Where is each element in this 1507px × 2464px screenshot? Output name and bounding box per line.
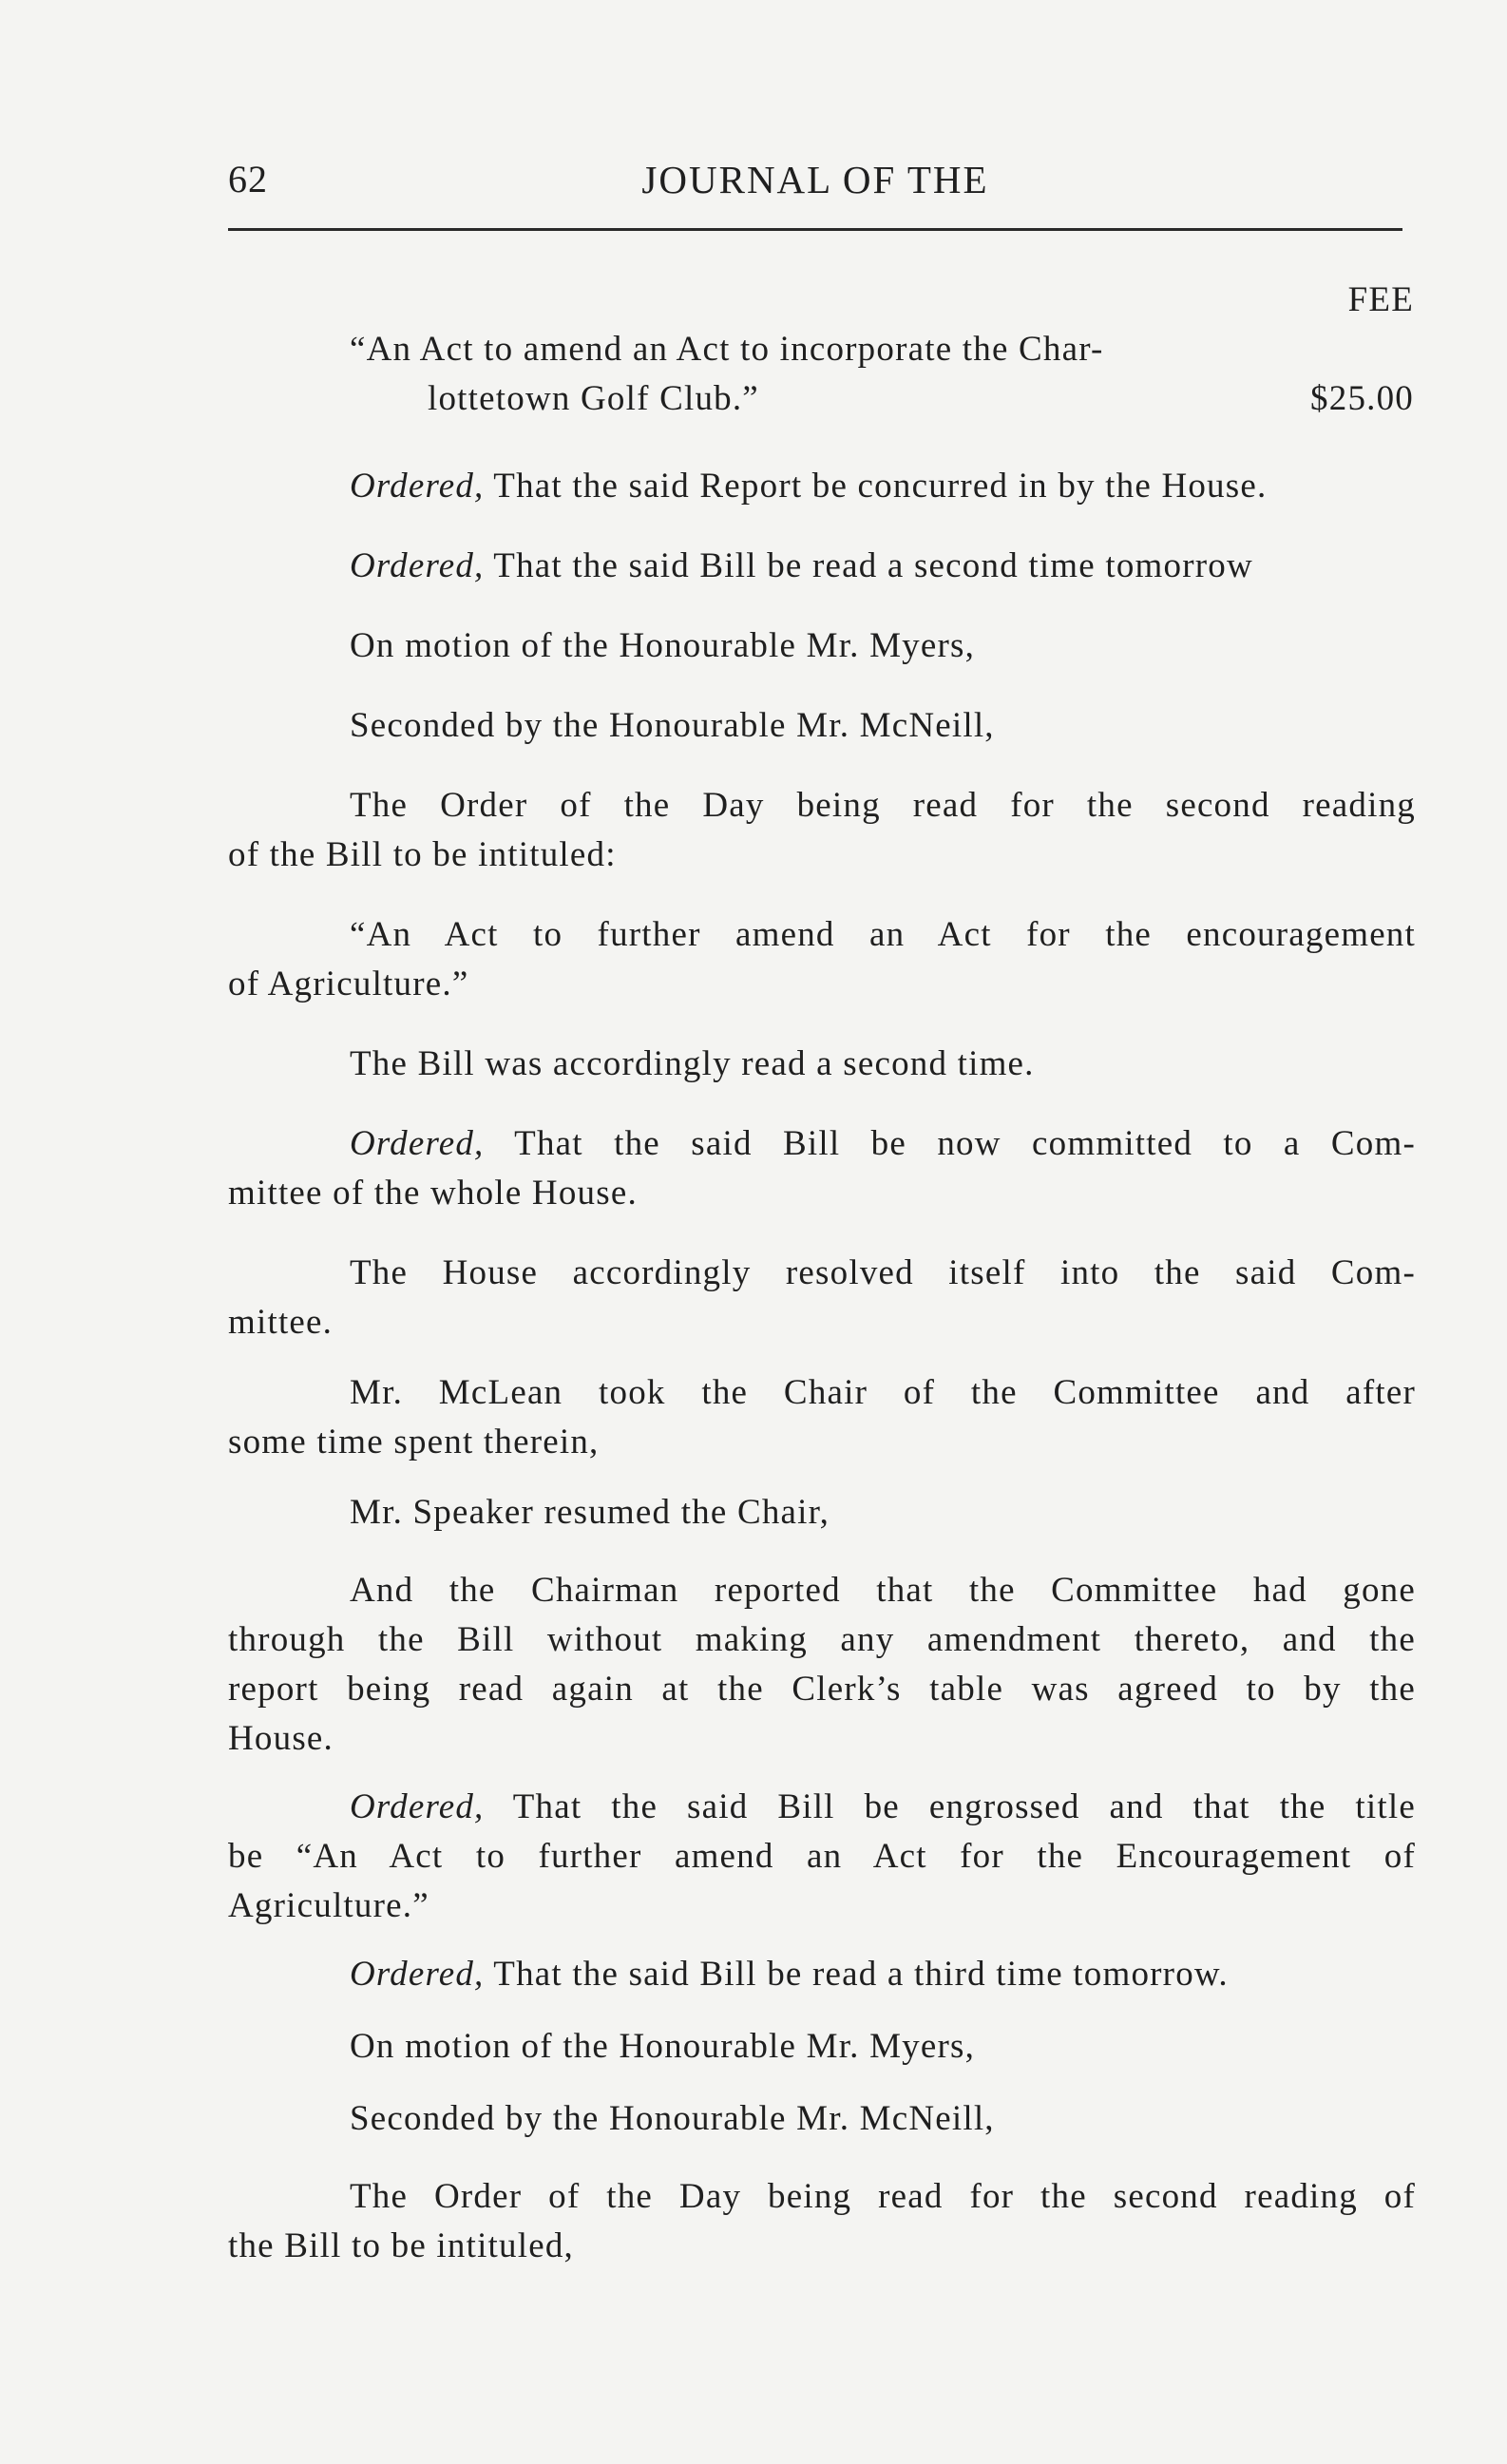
- ordered-label: Ordered,: [350, 546, 485, 585]
- paragraph-committed-line-2: mittee of the whole House.: [228, 1174, 638, 1213]
- paragraph-order-of-day-line-2: of the Bill to be intituled:: [228, 835, 617, 874]
- paragraph-ordered-second-reading: [350, 542, 1507, 591]
- ordered-label: Ordered,: [350, 1787, 485, 1826]
- paragraph-order-of-day-line-1: The Order of the Day being read for the second reading: [350, 786, 1416, 825]
- fee-amount: $25.00: [1310, 379, 1414, 418]
- paragraph-chair-line-2: some time spent therein,: [228, 1423, 600, 1461]
- paragraph-bill-title-line-2: of Agriculture.”: [228, 965, 469, 1003]
- paragraph-text: That the said Bill be engrossed and that the title: [512, 1787, 1416, 1826]
- paragraph-text: That the said Bill be now committed to a Com-: [514, 1124, 1416, 1163]
- page-number: 62: [228, 158, 268, 201]
- paragraph-motion-2: On motion of the Honourable Mr. Myers,: [350, 2027, 976, 2066]
- paragraph-seconded-2: Seconded by the Honourable Mr. McNeill,: [350, 2099, 995, 2138]
- fee-item-line-2: lottetown Golf Club.”: [428, 379, 759, 418]
- paragraph-chair-line-1: Mr. McLean took the Chair of the Committee and after: [350, 1373, 1416, 1412]
- paragraph-text: That the said Report be concurred in by the House.: [493, 467, 1268, 506]
- page-header: [228, 157, 1402, 214]
- paragraph-chairman-report-line-1: And the Chairman reported that the Committee had gone: [350, 1571, 1416, 1610]
- fee-item-line-1: “An Act to amend an Act to incorporate the Char-: [350, 330, 1104, 369]
- paragraph-text: That the said Bill be read a third time tomorrow.: [493, 1955, 1229, 1994]
- paragraph-read-second-time: The Bill was accordingly read a second time.: [350, 1044, 1035, 1083]
- ordered-label: Ordered,: [350, 467, 485, 506]
- paragraph-speaker-resumed: Mr. Speaker resumed the Chair,: [350, 1493, 830, 1532]
- paragraph-committed-line-1: [350, 1119, 1416, 1169]
- header-rule: [228, 228, 1402, 231]
- paragraph-resolved-line-1: The House accordingly resolved itself into the said Com-: [350, 1253, 1416, 1292]
- paragraph-engrossed-line-1: [350, 1783, 1416, 1832]
- paragraph-order-of-day-2-line-1: The Order of the Day being read for the second reading of: [350, 2177, 1416, 2216]
- paragraph-chairman-report-line-2: through the Bill without making any amendment thereto, and the: [228, 1620, 1416, 1659]
- ordered-label: Ordered,: [350, 1124, 485, 1163]
- paragraph-bill-title-line-1: “An Act to further amend an Act for the encouragement: [350, 915, 1416, 954]
- paragraph-engrossed-line-3: Agriculture.”: [228, 1886, 429, 1925]
- paragraph-ordered-report: [350, 462, 1507, 511]
- running-head: JOURNAL OF THE: [641, 158, 989, 201]
- ordered-label: Ordered,: [350, 1955, 485, 1994]
- paragraph-seconded: Seconded by the Honourable Mr. McNeill,: [350, 706, 995, 745]
- paragraph-resolved-line-2: mittee.: [228, 1303, 334, 1342]
- paragraph-third-reading: [350, 1950, 1507, 1999]
- fee-column-label: FEE: [1347, 280, 1414, 319]
- paragraph-chairman-report-line-4: House.: [228, 1719, 334, 1758]
- paragraph-engrossed-line-2: be “An Act to further amend an Act for the Encouragement of: [228, 1837, 1416, 1876]
- paragraph-order-of-day-2-line-2: the Bill to be intituled,: [228, 2226, 574, 2265]
- paragraph-motion: On motion of the Honourable Mr. Myers,: [350, 626, 976, 665]
- paragraph-text: That the said Bill be read a second time tomorrow: [493, 546, 1253, 585]
- paragraph-chairman-report-line-3: report being read again at the Clerk’s table was agreed to by the: [228, 1670, 1416, 1709]
